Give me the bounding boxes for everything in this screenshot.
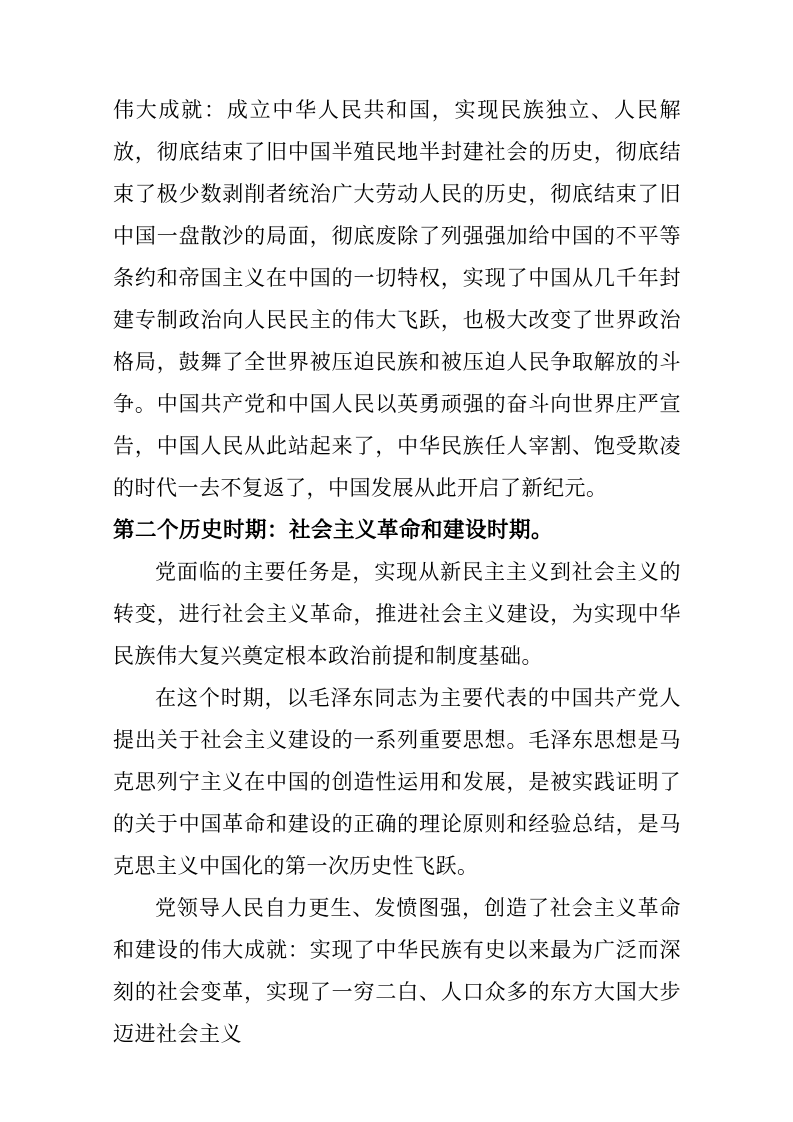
- paragraph-great-achievements: 党领导人民自力更生、发愤图强，创造了社会主义革命和建设的伟大成就：实现了中华民族有史以来最为广泛而深刻的社会变革，实现了一穷二白、人口众多的东方大国大步迈进社会主义: [113, 896, 681, 1046]
- section-heading: 第二个历史时期：社会主义革命和建设时期。: [113, 518, 554, 542]
- paragraph-continuation: 伟大成就：成立中华人民共和国，实现民族独立、人民解放，彻底结束了旧中国半殖民地半封建社会的历史，彻底结束了极少数剥削者统治广大劳动人民的历史，彻底结束了旧中国一盘散沙的局面，彻底废除了列强强加给中国的不平等条约和帝国主义在中国的一切特权，实现了中国从几千年封建专制政治向人民民主的伟大飞跃，也极大改变了世界政治格局，鼓舞了全世界被压迫民族和被压迫人民争取解放的斗争。中国共产党和中国人民以英勇顽强的奋斗向世界庄严宣告，中国人民从此站起来了，中华民族任人宰割、饱受欺凌的时代一去不复返了，中国发展从此开启了新纪元。: [113, 98, 681, 500]
- paragraph-mao-zedong-thought: 在这个时期，以毛泽东同志为主要代表的中国共产党人提出关于社会主义建设的一系列重要思想。毛泽东思想是马克思列宁主义在中国的创造性运用和发展，是被实践证明了的关于中国革命和建设的正确的理论原则和经验总结，是马克思主义中国化的第一次历史性飞跃。: [113, 686, 681, 878]
- page-content: [113, 89, 681, 1055]
- paragraph-main-tasks: 党面临的主要任务是，实现从新民主主义到社会主义的转变，进行社会主义革命，推进社会主义建设，为实现中华民族伟大复兴奠定根本政治前提和制度基础。: [113, 560, 681, 668]
